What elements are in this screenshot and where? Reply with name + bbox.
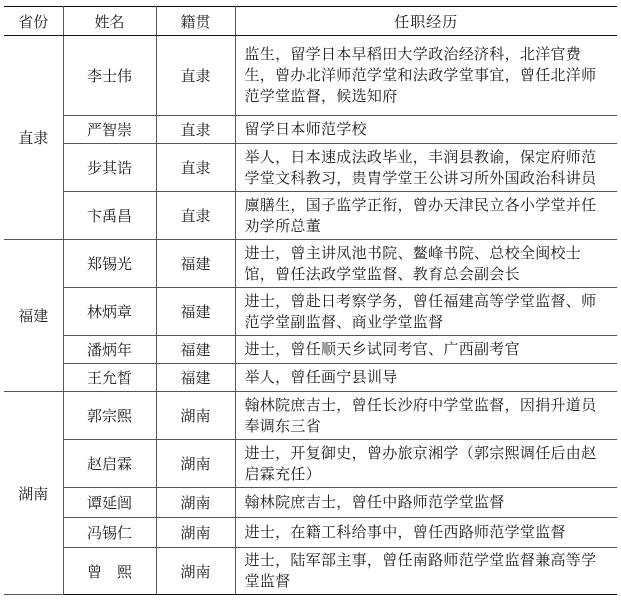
origin-cell: 福建 [156, 288, 235, 336]
name-cell: 赵启霖 [63, 440, 156, 488]
province-cell: 福建 [4, 240, 63, 392]
table-row [4, 192, 617, 240]
career-cell: 进士，曾任顺天乡试同考官、广西副考官 [235, 336, 617, 364]
province-cell: 直隶 [4, 36, 63, 240]
header-province: 省份 [4, 7, 63, 36]
table-row [4, 548, 617, 595]
career-cell: 翰林院庶吉士，曾任长沙府中学堂监督，因捐升道员奉调东三省 [235, 392, 617, 440]
origin-cell: 湖南 [156, 488, 235, 518]
career-cell: 留学日本师范学校 [235, 116, 617, 144]
career-cell: 进士，曾赴日考察学务，曾任福建高等学堂监督、师范学堂副监督、商业学堂监督 [235, 288, 617, 336]
origin-cell: 直隶 [156, 192, 235, 240]
origin-cell: 福建 [156, 240, 235, 288]
origin-cell: 湖南 [156, 440, 235, 488]
table-row [4, 144, 617, 192]
origin-cell: 直隶 [156, 36, 235, 116]
name-cell: 郭宗熙 [63, 392, 156, 440]
name-cell: 卞禹昌 [63, 192, 156, 240]
origin-cell: 福建 [156, 364, 235, 392]
origin-cell: 湖南 [156, 392, 235, 440]
table-row [4, 440, 617, 488]
header-origin: 籍贯 [156, 7, 235, 36]
career-cell: 监生，留学日本早稻田大学政治经济科，北洋官费生，曾办北洋师范学堂和法政学堂事宜，曾任北洋师范学堂监督，候选知府 [235, 36, 617, 116]
header-career: 任职经历 [235, 7, 617, 36]
table-row [4, 36, 617, 116]
career-cell: 进士，曾主讲凤池书院、鳌峰书院、总校全闽校士馆，曾任法政学堂监督、教育总会副会长 [235, 240, 617, 288]
origin-cell: 直隶 [156, 116, 235, 144]
table-row [4, 336, 617, 364]
career-cell: 进士，陆军部主事，曾任南路师范学堂监督兼高等学堂监督 [235, 548, 617, 595]
name-cell: 谭延闿 [63, 488, 156, 518]
name-cell: 潘炳年 [63, 336, 156, 364]
origin-cell: 福建 [156, 336, 235, 364]
header-name: 姓名 [63, 7, 156, 36]
table-row [4, 518, 617, 548]
officials-table [4, 6, 617, 595]
table-row [4, 240, 617, 288]
career-cell: 廪膳生，国子监学正衔，曾办天津民立各小学堂并任劝学所总董 [235, 192, 617, 240]
name-cell: 严智崇 [63, 116, 156, 144]
table-row [4, 116, 617, 144]
name-cell: 冯锡仁 [63, 518, 156, 548]
name-cell: 林炳章 [63, 288, 156, 336]
name-cell: 郑锡光 [63, 240, 156, 288]
career-cell: 翰林院庶吉士，曾任中路师范学堂监督 [235, 488, 617, 518]
career-cell: 进士，在籍工科给事中，曾任西路师范学堂监督 [235, 518, 617, 548]
name-cell: 曾 熙 [63, 548, 156, 595]
career-cell: 进士，开复御史，曾办旅京湘学（郭宗熙调任后由赵启霖充任） [235, 440, 617, 488]
origin-cell: 直隶 [156, 144, 235, 192]
name-cell: 李士伟 [63, 36, 156, 116]
name-cell: 王允皙 [63, 364, 156, 392]
career-cell: 举人，日本速成法政毕业，丰润县教谕，保定府师范学堂文科教习，贵胄学堂王公讲习所外国政治科讲员 [235, 144, 617, 192]
table-row [4, 392, 617, 440]
table-row [4, 288, 617, 336]
career-cell: 举人，曾任画宁县训导 [235, 364, 617, 392]
table-row [4, 364, 617, 392]
name-cell: 步其诰 [63, 144, 156, 192]
province-cell: 湖南 [4, 392, 63, 595]
origin-cell: 湖南 [156, 518, 235, 548]
table-row [4, 488, 617, 518]
origin-cell: 湖南 [156, 548, 235, 595]
header-row [4, 7, 617, 36]
